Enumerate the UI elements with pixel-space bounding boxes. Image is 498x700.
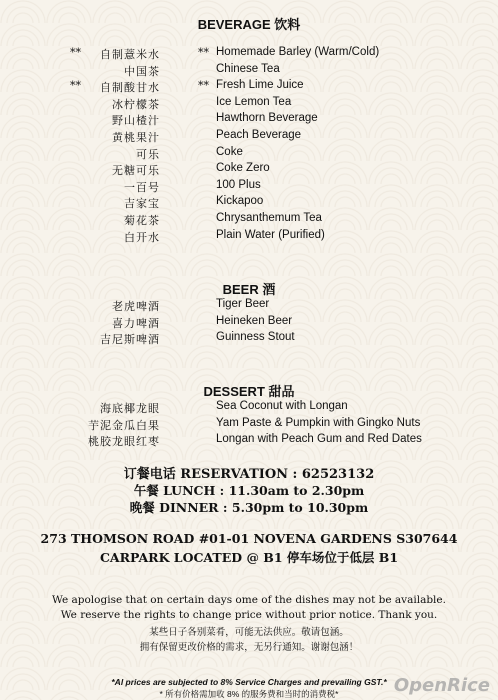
- menu-item-en: Peach Beverage: [216, 129, 302, 141]
- menu-item-cn: 菊花茶: [124, 214, 160, 227]
- menu-item-cn: 白开水: [124, 230, 160, 244]
- menu-item-cn: 自制薏米水: [100, 48, 160, 61]
- menu-item-en: Heineken Beer: [216, 314, 293, 327]
- menu-item-en: Kickapoo: [216, 195, 264, 208]
- menu-item-cn: 可乐: [136, 147, 160, 161]
- beer-title: BEER 酒: [222, 282, 276, 297]
- menu-item-cn: 无糖可乐: [112, 164, 160, 178]
- lunch-hours: 午餐 LUNCH : 11.30am to 2.30pm: [133, 483, 365, 498]
- menu-item-en: Tiger Beer: [216, 298, 270, 310]
- menu-item-cn: 野山楂汁: [112, 114, 160, 128]
- note-price-change-cn: 拥有保留更改价格的需求，无另行通知。谢谢包涵！: [139, 642, 359, 653]
- menu-item-en: Chrysanthemum Tea: [216, 212, 322, 224]
- menu-item-cn: 老虎啤酒: [112, 300, 160, 313]
- dinner-hours: 晚餐 DINNER : 5.30pm to 10.30pm: [129, 500, 369, 515]
- menu-item-en: Coke Zero: [216, 162, 270, 175]
- menu-item-en: Fresh Lime Juice: [216, 79, 304, 92]
- beverage-title: BEVERAGE 饮料: [197, 17, 301, 32]
- menu-item-cn: 自制酸甘水: [100, 81, 160, 95]
- address-line: 273 THOMSON ROAD #01-01 NOVENA GARDENS S307644: [40, 531, 458, 546]
- note-availability-cn: 某些日子各别菜肴，可能无法供应。敬请包涵。: [149, 627, 349, 638]
- menu-item-en: Plain Water (Purified): [216, 228, 325, 241]
- menu-item-cn: 桃胶龙眼红枣: [88, 435, 160, 449]
- menu-item-en: Ice Lemon Tea: [216, 95, 292, 108]
- menu-item-cn: 中国茶: [124, 64, 160, 78]
- gst-note-cn: * 所有价格需加收 8% 的服务费和当时的消费税*: [159, 689, 339, 699]
- gst-note: *Al prices are subjected to 8% Service Charges and prevailing GST.*: [111, 677, 387, 687]
- menu-item-en: 100 Plus: [216, 178, 261, 191]
- menu-item-en: Chinese Tea: [216, 62, 280, 75]
- menu-item-cn: 冰柠檬茶: [112, 97, 160, 111]
- menu-item-en: Homemade Barley (Warm/Cold): [216, 46, 380, 58]
- menu-item-en: Guinness Stout: [216, 331, 295, 344]
- menu-item-en: Sea Coconut with Longan: [216, 400, 348, 412]
- star-marker: **: [70, 46, 81, 59]
- menu-item-en: Longan with Peach Gum and Red Dates: [216, 433, 422, 446]
- star-marker: **: [198, 79, 209, 93]
- dessert-title: DESSERT 甜品: [203, 384, 295, 399]
- menu-item-cn: 喜力啤酒: [112, 316, 160, 330]
- openrice-watermark: OpenRice: [393, 675, 490, 696]
- menu-item-cn: 海底椰龙眼: [100, 402, 160, 415]
- menu-item-en: Hawthorn Beverage: [216, 112, 318, 125]
- menu-item-cn: 吉尼斯啤酒: [100, 333, 160, 347]
- star-marker: **: [70, 79, 81, 93]
- menu-item-cn: 芋泥金瓜白果: [88, 418, 160, 432]
- menu-item-en: Coke: [216, 145, 243, 158]
- menu-item-cn: 一百号: [124, 180, 160, 194]
- menu-item-en: Yam Paste & Pumpkin with Gingko Nuts: [216, 416, 421, 429]
- note-availability: We apologise that on certain days ome of the dishes may not be available.: [52, 594, 446, 606]
- reservation-line: 订餐电话 RESERVATION : 62523132: [123, 467, 375, 482]
- carpark-line: CARPARK LOCATED @ B1 停车场位于低层 B1: [99, 550, 399, 565]
- star-marker: **: [198, 46, 209, 59]
- menu-item-cn: 吉家宝: [124, 197, 160, 211]
- menu-item-cn: 黄桃果汁: [112, 131, 160, 144]
- note-price-change: We reserve the rights to change price without prior notice. Thank you.: [60, 609, 438, 621]
